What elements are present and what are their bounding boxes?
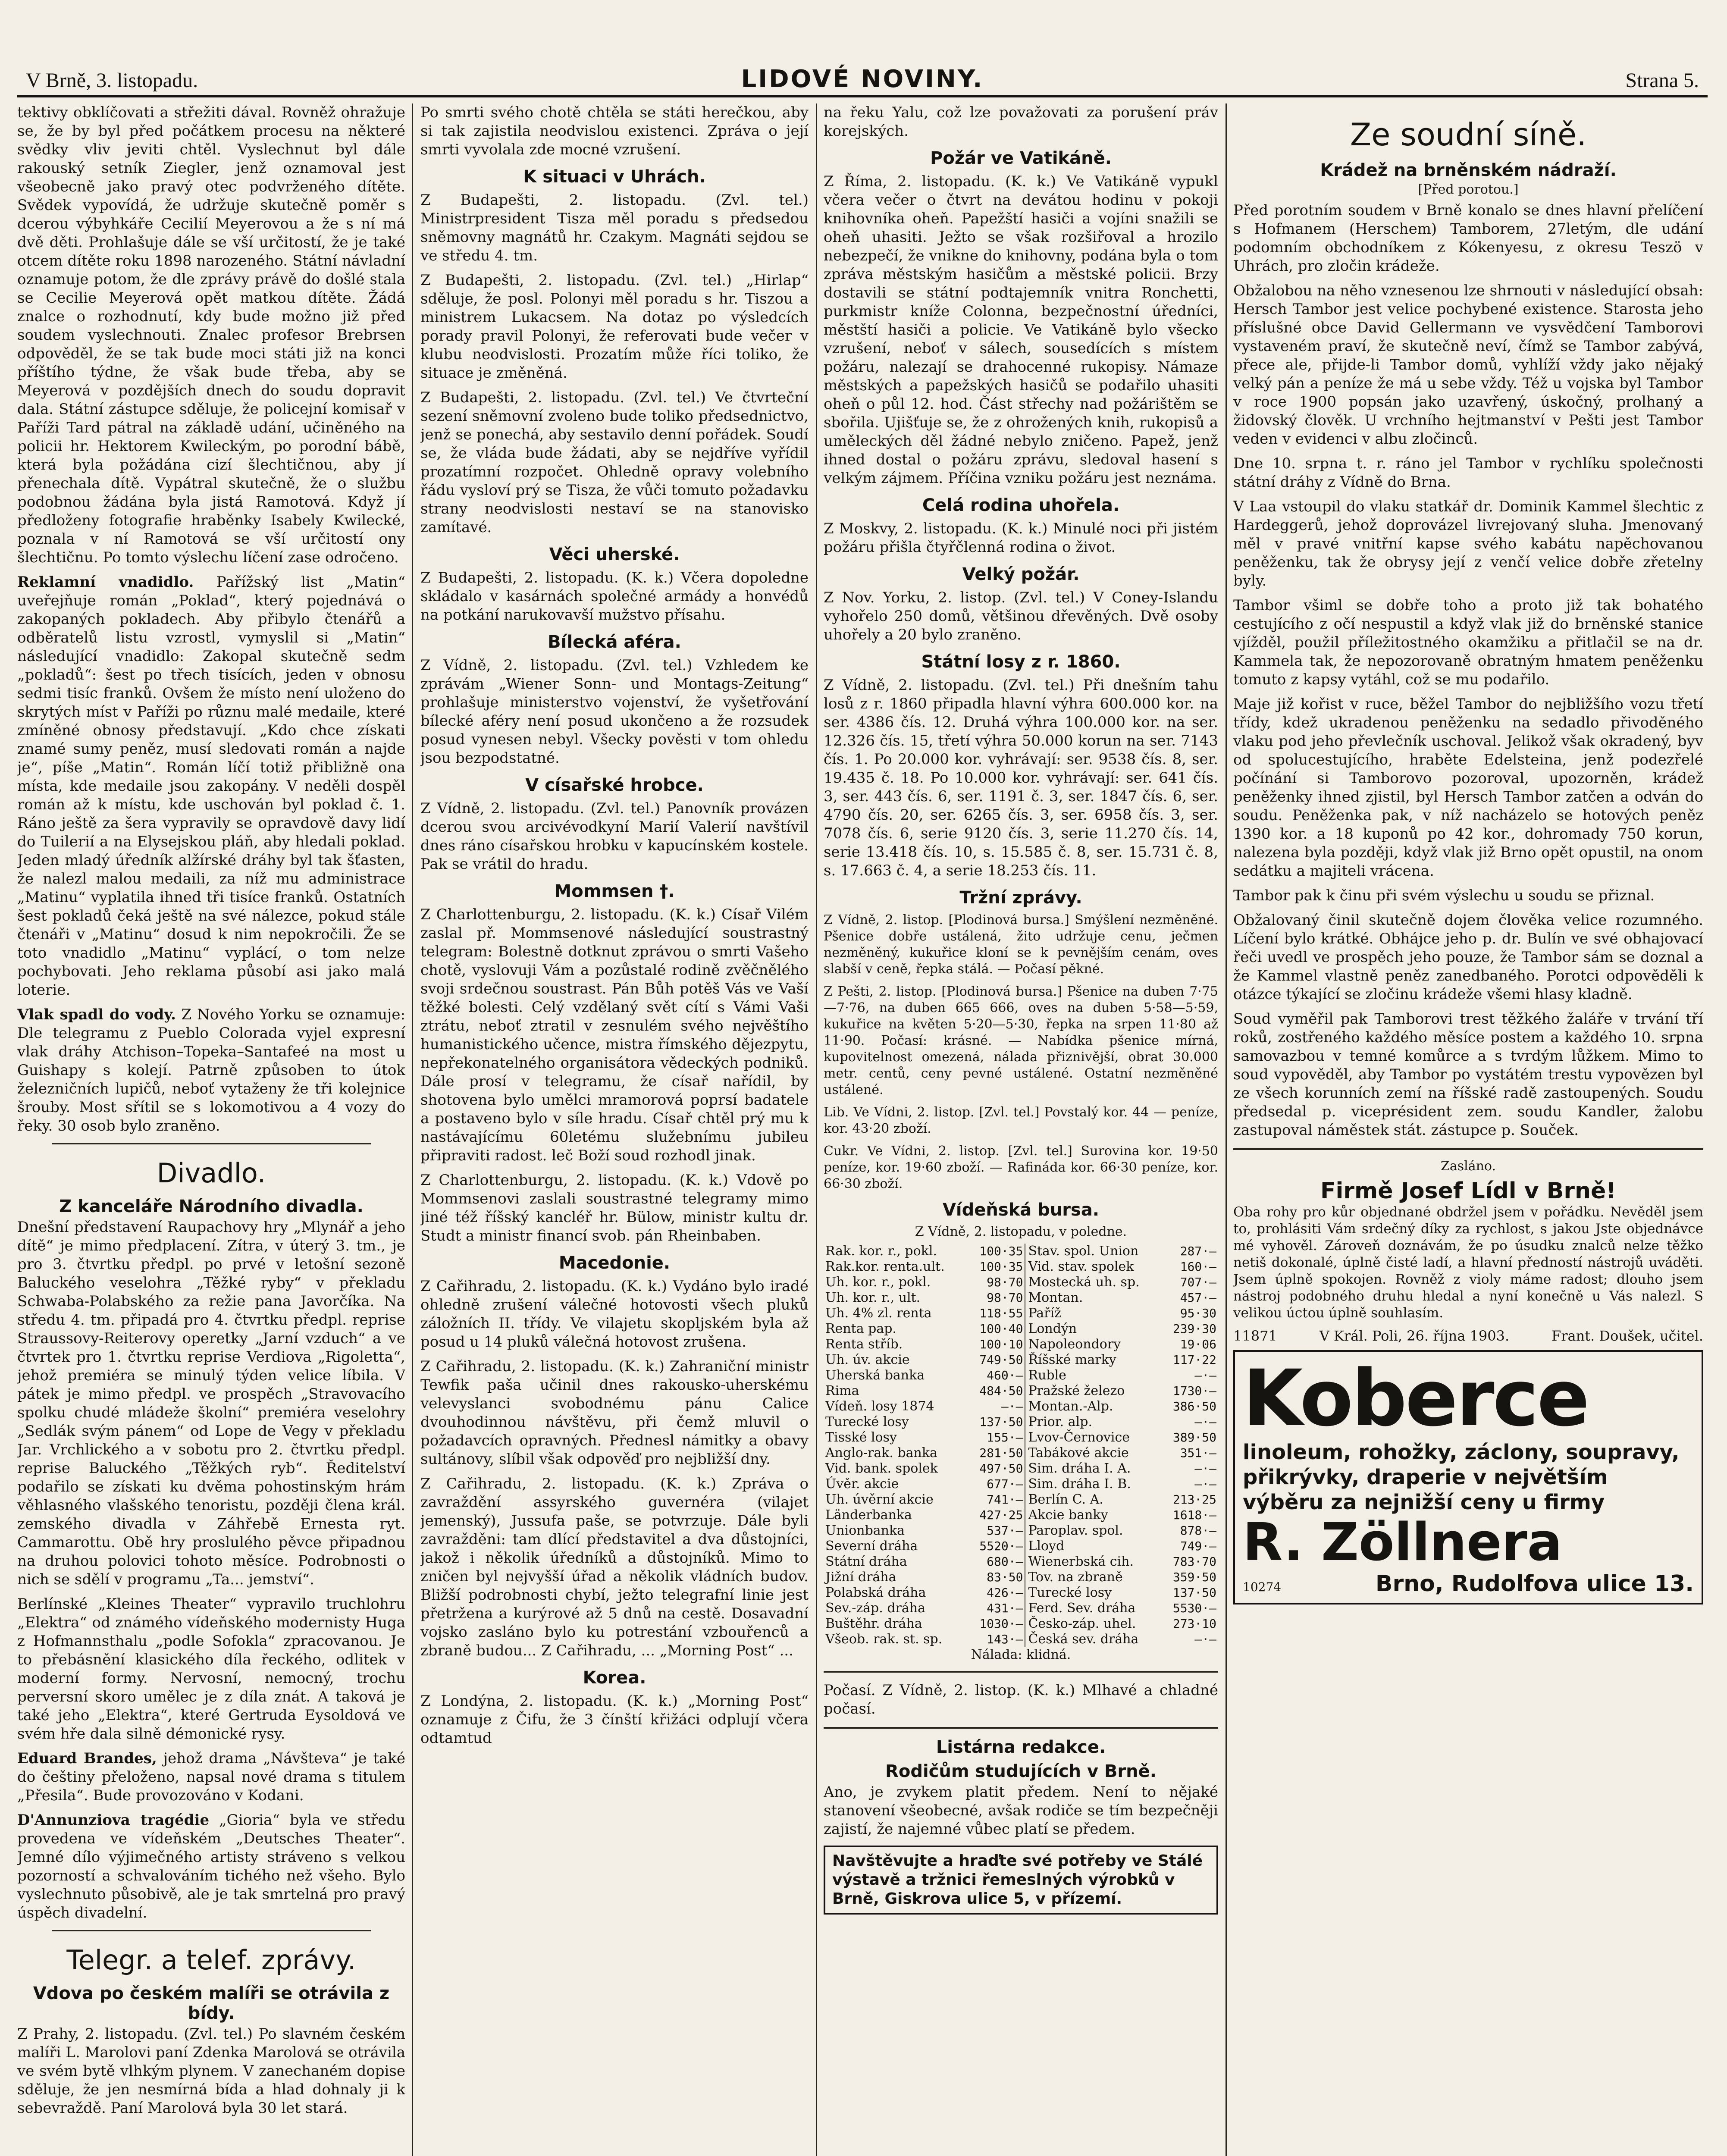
stock-value: 460·— <box>987 1368 1023 1382</box>
article-text: Z Říma, 2. listopadu. (K. k.) Ve Vatikáně vypukl včera večer o čtvrt na devátou hodinu v pokoji knihovníka oheň. Papežští hasiči a vojíni snažili se oheň uhasiti. Ježto se však rozšiřoval a hrozilo nebezpečí, že vnikne do knihovny, podána byla o tom zpráva městským hasičům a městské policii. Brzy dostavili se státní podtajemník vnitra Ronchetti, purkmistr kníže Colonna, bezpečnostní úředníci, městští hasiči a policie. Ve Vatikáně bylo všecko vzrušení, neboť v sálech, sousedících s místem požáru, nalezají se drahocenné rukopisy. Námaze městských a papežských hasičů se podařilo uhasiti oheň o půl 12. hod. Část střechy nad požárištěm se sbořila. Ujišťuje se, že z ohrožených knih, rukopisů a uměleckých děl žádné nebylo zničeno. Papež, jenž ihned dostal o požáru zprávu, sledoval hasení s velkým zájmem. Příčina vzniku požáru jest neznáma. <box>824 173 1218 487</box>
stock-name: Sev.-záp. dráha <box>825 1601 925 1616</box>
ad-text: linoleum, rohožky, záclony, soupravy, přikrývky, draperie v největším výběru za nejnižší ceny u firmy <box>1243 1440 1680 1514</box>
column-4 <box>1233 103 1703 2156</box>
stock-value: 95·30 <box>1180 1306 1216 1320</box>
stock-name: Česko-záp. uhel. <box>1028 1616 1136 1631</box>
stock-name: Paroplav. spol. <box>1028 1523 1123 1538</box>
stock-name: Sim. dráha I. A. <box>1028 1461 1131 1476</box>
article-text: Berlínské „Kleines Theater“ vypravilo truchlohru „Elektra“ od známého vídeňského modernisty Huga z Hofmannsthalu „podle Sofokla“ zpracovanou. Je to přebásnění klasického díla řeckého, odlitek v moderní formy. Nervosní, nemocný, trochu perversní skoro umělec je z díla znát. A taková je také jeho „Elektra“, které Gertruda Eysoldová ve svém hře dala silně démonické rysy. <box>17 1595 405 1742</box>
stock-value: 537·— <box>987 1523 1023 1538</box>
article-heading: Eduard Brandes, <box>17 1750 157 1767</box>
article-heading: Vdova po českém malíři se otrávila z bídy. <box>33 1984 390 2023</box>
section-title-divadlo: Divadlo. <box>157 1157 266 1189</box>
stock-name: Montan. <box>1028 1290 1083 1305</box>
article-heading: V císařské hrobce. <box>525 775 704 795</box>
place-date: V Brně, 3. listopadu. <box>26 69 198 92</box>
stock-value: 707·— <box>1180 1275 1216 1289</box>
stock-name: Länderbanka <box>825 1507 912 1523</box>
letter-text: Oba rohy pro kůr objednané obdržel jsem v pořádku. Nevěděl jsem to, prohlásiti Vám srdečný díky za rychlost, s jakou Jste objednávce mé vyhověl. Zároveň doznávám, že po úsudku znalců nelze těžko netiš dokonalé, úplně čisté ladí, a hlavní předností nástrojů uváděti. Jsem úplně spokojen. Rovněž z violy máme radost; dlouho jsem nástroj podobného druhu hledal a nyní konečně u Vás nalezl. S velikou úctou úplně souhlasím. <box>1233 1204 1703 1321</box>
article-text: Z Vídně, 2. listop. [Plodinová bursa.] Smýšlení nezměněné. Pšenice dobře ustálená, žito udržuje cenu, ječmen nezměněný, kukuřice kloní se k pevnějším cenám, oves slabší v ceně, řepka stálá. — Počasí pěkné. <box>824 912 1218 977</box>
stock-name: Uh. kor. r., pokl. <box>825 1275 931 1290</box>
stock-name: Stav. spol. Union <box>1028 1244 1139 1259</box>
article-heading: Vídeňská bursa. <box>942 1200 1100 1220</box>
stock-name: Napoleondory <box>1028 1337 1121 1352</box>
stock-value: 98·70 <box>987 1291 1023 1305</box>
stock-name: Berlín C. A. <box>1028 1492 1103 1507</box>
article-heading: Bílecká aféra. <box>548 632 681 652</box>
stock-row <box>824 1554 1218 1570</box>
article-text: V Laa vstoupil do vlaku statkář dr. Dominik Kammel šlechtic z Hardeggerů, jehož doprovázel livrejovaný sluha. Jmenovaný měl v pravé vnitřní kapse svého kabátu napěchovanou peněženku, tak že obrysy její z venčí velice dobře zřetelny byly. <box>1233 498 1703 589</box>
stock-name: Polabská dráha <box>825 1585 926 1600</box>
stock-name: Londýn <box>1028 1321 1077 1336</box>
letter-number: 11871 <box>1233 1328 1277 1344</box>
stock-value: 137·50 <box>1172 1586 1216 1600</box>
stock-row <box>824 1476 1218 1492</box>
stock-name: Mostecká uh. sp. <box>1028 1275 1140 1290</box>
letter-author: Frant. Doušek, učitel. <box>1551 1328 1703 1344</box>
zaslano-label: Zasláno. <box>1441 1159 1496 1174</box>
stock-value: 143·— <box>987 1632 1023 1646</box>
stock-value: 457·— <box>1180 1291 1216 1305</box>
stock-name: Buštěhr. dráha <box>825 1616 922 1631</box>
article-text: na řeku Yalu, což lze považovati za porušení práv korejských. <box>824 104 1218 140</box>
stock-value: 273·10 <box>1172 1617 1216 1631</box>
exhibition-advertisement: Navštěvujte a hraďte své potřeby ve Stálé výstavě a tržnici řemeslných výrobků v Brně, Giskrova ulice 5, v přízemí. <box>824 1846 1218 1915</box>
divider <box>1233 1148 1703 1150</box>
article-text: Z Pešti, 2. listop. [Plodinová bursa.] Pšenice na duben 7·75—7·76, na duben 665 666, oves na duben 5·58—5·59, kukuřice na květen 5·20—5·30, řepka na srpen 11·80 až 11·90. Počasí: krásné. — Nabídka pšenice mírná, kupovitelnost omezená, nálada přiznivější, obrat 30.000 metr. centů, ceny pevné ustálené. Ostatní nezměněné ustálené. <box>824 984 1218 1097</box>
stock-value: 783·70 <box>1172 1554 1216 1569</box>
article-text: Z Budapešti, 2. listopadu. (Zvl. tel.) Ministrpresident Tisza měl poradu s předsedou sněmovny magnátů hr. Czakym. Magnáti sejdou se ve středu 4. tm. <box>420 191 809 264</box>
article-text: Z Moskvy, 2. listopadu. (K. k.) Minulé noci při jistém požáru přišla čtyřčlenná rodina o život. <box>824 520 1218 556</box>
stock-name: Tov. na zbraně <box>1028 1570 1123 1585</box>
stock-value: 1618·— <box>1172 1508 1216 1522</box>
stock-row <box>824 1306 1218 1321</box>
stock-row <box>824 1507 1218 1523</box>
stock-row <box>824 1275 1218 1290</box>
letter-heading: Firmě Josef Lídl v Brně! <box>1320 1178 1616 1204</box>
ad-number: 10274 <box>1243 1580 1282 1594</box>
stock-row <box>824 1368 1218 1383</box>
article-heading: Tržní zprávy. <box>959 888 1082 908</box>
article-heading: Státní losy z r. 1860. <box>921 652 1121 672</box>
column-rule <box>816 103 817 2156</box>
stock-value: 100·10 <box>979 1337 1023 1351</box>
column-rule <box>1226 103 1227 2156</box>
stock-name: Unionbanka <box>825 1523 905 1538</box>
article-text: Z Nov. Yorku, 2. listop. (Zvl. tel.) V Coney-Islandu vyhořelo 250 domů, většinou dřevěných. Dvě osoby uhořely a 20 bylo zraněno. <box>824 589 1218 643</box>
stock-name: Renta pap. <box>825 1321 896 1336</box>
masthead <box>17 65 1708 97</box>
bursa-subheading: Z Vídně, 2. listopadu, v poledne. <box>915 1224 1127 1239</box>
stock-row <box>824 1321 1218 1337</box>
stock-value: 389·50 <box>1172 1430 1216 1445</box>
stock-table <box>824 1244 1218 1647</box>
article-heading: Mommsen †. <box>554 881 675 901</box>
article-text: Eduard Brandes, jehož drama „Návšteva“ je také do češtiny přeloženo, napsal nové drama s titulem „Přesila“. Bude provozováno v Kodani. <box>17 1750 405 1804</box>
stock-value: 677·— <box>987 1477 1023 1491</box>
article-text: Z Cařihradu, 2. listopadu. (K. k.) Zahraniční ministr Tewfik paša učinil dnes rakousko-uherskému velevyslanci svobodnému pánu Calice dvouhodinnou návštěvu, při čemž mluvil o požadavcích opravných. Přednesl námitky a obavy sultánovy, slíbil však odpověď pro nejbližší dny. <box>420 1358 809 1468</box>
stock-value: 680·— <box>987 1554 1023 1569</box>
article-subheading: [Před porotou.] <box>1418 182 1519 197</box>
article-text: Tambor pak k činu při svém výslechu u soudu se přiznal. <box>1233 887 1655 904</box>
stock-value: 100·40 <box>979 1322 1023 1336</box>
article-text: Po smrti svého chotě chtěla se státi herečkou, aby si tak zajistila neodvislou existenci. Zpráva o její smrti vyvolala zde mocné vzrušení. <box>420 104 809 158</box>
stock-value: 749·— <box>1180 1539 1216 1553</box>
stock-name: Turecké losy <box>825 1414 909 1429</box>
article-text: Před porotním soudem v Brně konalo se dnes hlavní přelíčení s Hofmanem (Herschem) Tamborem, 27letým, dle udání podomním obchodníkem z Kókenyesu, z okresu Teszö v Uhrách, pro zločin krádeže. <box>1233 202 1703 275</box>
article-heading: Reklamní vnadidlo. <box>17 573 194 591</box>
stock-name: Říšské marky <box>1028 1352 1116 1367</box>
stock-value: —·— <box>1194 1461 1216 1476</box>
stock-name: Vid. bank. spolek <box>825 1461 938 1476</box>
article-heading: Macedonie. <box>558 1253 671 1273</box>
article-text: Reklamní vnadidlo. Pařížský list „Matin“ uveřejňuje román „Poklad“, který pojednává o zakopaných pokladech. Aby přibylo čtenářů a odběratelů listu vzrostl, vymyslil si „Matin“ následující vnadidlo: Zakopal skutečně sedm „pokladů“: šest po třech tisících, jeden v obnosu sedmi tisíc franků. Ovšem že místo není uloženo do skrytých míst v Paříži po různu malé medaile, které zmíněné obnosy představují. „Kdo chce získati znamé sumy peněz, musí sledovati román a najde je“, píše „Matin“. Román líčí totiž přibližně ona místa, kde medaile jsou zakopány. V neděli dospěl román až k místu, kde uschován byl poklad č. 1. Ráno ještě za šera vypravily se opravdově davy lidí do Tuilerií a na Elysejskou pláň, aby hledali poklad. Jeden mladý úředník alžírské dráhy byl tak šťasten, že nalezl malou medaili, za níž mu administrace „Matinu“ vyplatila ihned tři tisíce franků. Ostatních šest pokladů čeká ještě na své nálezce, pokud stále čtenáři v „Matinu“ dosud k nim nepokročili. Že se toto vnadidlo „Matinu“ vyplácí, o tom nelze pochybovati. Jeho reklama působí asi jako malá loterie. <box>17 573 405 999</box>
stock-row <box>824 1539 1218 1554</box>
stock-value: 878·— <box>1180 1523 1216 1538</box>
stock-row <box>824 1290 1218 1306</box>
stock-row <box>824 1430 1218 1445</box>
article-text: Ano, je zvykem platit předem. Není to nějaké stanovení všeobecné, avšak rodiče se tím bezpečněji zajistí, že najemné vůbec platí se předem. <box>824 1783 1218 1838</box>
stock-name: Montan.-Alp. <box>1028 1399 1113 1414</box>
divider <box>52 1143 371 1144</box>
stock-value: 155·— <box>987 1430 1023 1445</box>
stock-name: Pražské železo <box>1028 1383 1125 1398</box>
stock-name: Státní dráha <box>825 1554 907 1569</box>
column-rule <box>412 103 413 2156</box>
article-text: Dnešní představení Raupachovy hry „Mlynář a jeho dítě“ je mimo předplacení. Zítra, v úterý 3. tm., je pro 3. čtvrtku předpl. po prvé v letošní sezoně Baluckého veselohra „Těžké ryby“ v překladu Schwaba-Polabského za režie pana Javorčíka. Na středu 4. tm. připadá pro 4. čtvrtku předpl. reprise Straussovy-Reiterovy operetky „Jarní vzduch“ a ve čtvrtek pro 1. čtvrtku reprise Verdiova „Rigoletta“, jehož premiéra se minulý týden velice líbila. V pátek je mimo předpl. ve prospěch „Stravovacího spolku chudé mládeže školní“ premiéra veselohry „Sedlák svým pánem“ od Lope de Vegy v překladu Jar. Vrchlického a v sobotu pro 2. čtvrtku předpl. reprise Baluckého „Těžkých ryb“. Ředitelství podařilo se získati ku dvěma pohostinským hrám věhlasného vlašského tenoristu, později člena král. zemského divadla v Záhřebě Ernesta ryt. Cammarottu. Obě hry proslulého pěvce připadnou na druhou polovici tohoto měsíce. Podrobnosti o nich se sdělí v programu „Ta... jemství“. <box>17 1219 405 1588</box>
stock-value: 741·— <box>987 1492 1023 1507</box>
article-heading: Věci uherské. <box>549 545 680 564</box>
stock-row <box>824 1523 1218 1539</box>
stock-value: 497·50 <box>979 1461 1023 1476</box>
stock-value: —·— <box>1194 1415 1216 1429</box>
stock-value: 100·35 <box>979 1260 1023 1274</box>
stock-row <box>824 1632 1218 1647</box>
section-title-telegrams: Telegr. a telef. zprávy. <box>66 1944 356 1976</box>
column-2 <box>420 103 809 2156</box>
article-heading: Listárna redakce. <box>936 1737 1106 1757</box>
stock-value: —·— <box>1194 1368 1216 1382</box>
letter-place-date: V Král. Poli, 26. října 1903. <box>1319 1328 1510 1344</box>
article-text: Z Budapešti, 2. listopadu. (Zvl. tel.) Ve čtvrteční sezení sněmovní zvoleno bude toliko předsednictvo, jenž se ponechá, aby sestavilo denní pořádek. Soudí se, že vláda bude žádati, aby se nejdříve vyřídil prozatímní rozpočet. Ohledně opravy volebního řádu vysloví prý se Tisza, že vůči tomuto požadavku strany neodvislosti nestaví se na stanovisko zamítavé. <box>420 389 809 536</box>
stock-name: Paříž <box>1028 1306 1061 1321</box>
stock-value: 160·— <box>1180 1260 1216 1274</box>
column-1 <box>17 103 405 2156</box>
article-text: Z Vídně, 2. listopadu. (Zvl. tel.) Panovník provázen dcerou svou arcivévodkyní Marií Valerií navštívil dnes ráno císařskou hrobku v kapucínském kostele. Pak se vrátil do hradu. <box>420 800 809 873</box>
stock-value: 1730·— <box>1172 1384 1216 1398</box>
stock-value: 351·— <box>1180 1446 1216 1460</box>
stock-value: 117·22 <box>1172 1353 1216 1367</box>
stock-name: Akcie banky <box>1028 1507 1108 1523</box>
stock-name: Rima <box>825 1383 859 1398</box>
stock-name: Rak. kor. r., pokl. <box>825 1244 937 1259</box>
letter-signature <box>1233 1328 1703 1344</box>
article-text: Obžalobou na něho vznesenou lze shrnouti v následující obsah: Hersch Tambor jest velice pochybené existence. Starosta jeho příslušné obce David Gellermann ve vysvědčení Tamborovi vystaveném praví, že skutečně neví, čímž se Tambor zabývá, přece ale, přijde-li Tambor domů, vyhlíží vždy jako nějaký velký pán a peníze že má u sebe vždy. Též u vojska byl Tambor v roce 1900 popsán jako uzavřený, úskočný, prolhaný a židovský člověk. U vrchního hejtmanství v Pešti jest Tambor veden v evidenci v albu zločinců. <box>1233 282 1703 448</box>
article-text: Z Cařihradu, 2. listopadu. (K. k.) Zpráva o zavraždění assyrského guvernéra (vilajet jemenský), Jussufa paše, se potvrzuje. Dále byli zavražděni: tam dlící představitel a dva důstojníci, jakož i několik úředníků a důstojníků. Mimo to zničen byl nejvyšší úřad a několik vládních budov. Bližší podrobnosti chybí, ježto telegrafní linie jest přetržena a kurýrové až 5 dnů na cestě. Dosavadní vojsko zasláno bylo ku potrestání vzbouřenců a zbraně budou... Z Cařihradu, ... „Morning Post“ ... <box>420 1475 809 1659</box>
stock-name: Vid. stav. spolek <box>1028 1259 1134 1274</box>
stock-name: Úvěr. akcie <box>825 1476 899 1492</box>
stock-name: Sim. dráha I. B. <box>1028 1476 1131 1492</box>
article-text: Obžalovaný činil skutečně dojem člověka velice rozumného. Líčení bylo krátké. Obhájce jeho p. dr. Bulín ve své obhajovací řeči uvedl ve prospěch jeho pouze, že Tambor sám se doznal a že Kammel vlastně peněz zanedbaného. Porotci odpověděli k otázce týkající se zločinu krádeže všemi hlasy kladně. <box>1233 912 1703 1003</box>
ad-logo: Koberce <box>1243 1354 1588 1444</box>
article-text: Z Vídně, 2. listopadu. (Zvl. tel.) Vzhledem ke zprávám „Wiener Sonn- und Montags-Zeitung“ prohlašuje ministerstvo vojenství, že vyšetřování bílecké aféry není posud ukončeno a že rozsudek posud vynesen nebyl. Všecky pověsti v tom ohledu jsou bezpodstatné. <box>420 657 809 767</box>
stock-name: Lloyd <box>1028 1539 1065 1554</box>
stock-value: 287·— <box>1180 1244 1216 1258</box>
article-text: Cukr. Ve Vídni, 2. listop. [Zvl. tel.] Surovina kor. 19·50 peníze, kor. 19·60 zboží. — Rafináda kor. 66·30 peníze, kor. 66·30 zboží. <box>824 1144 1218 1191</box>
stock-value: 484·50 <box>979 1384 1023 1398</box>
stock-name: Tisské losy <box>825 1430 897 1445</box>
article-text: Z Londýna, 2. listopadu. (K. k.) „Morning Post“ oznamuje z Čifu, že 3 čínští křižáci odplují včera odtamtud <box>420 1692 809 1747</box>
stock-row <box>824 1337 1218 1352</box>
stock-value: 239·30 <box>1172 1322 1216 1336</box>
stock-row <box>824 1244 1218 1259</box>
article-text: Z Prahy, 2. listopadu. (Zvl. tel.) Po slavném českém malíři L. Marolovi paní Zdenka Marolová se otrávila ve svém bytě vlhkým plynem. V zanechaném dopise sděluje, že jen nesmírná bída a hlad dohnaly ji k sebevraždě. Paní Marolová byla 30 let stará. <box>17 2025 405 2117</box>
stock-row <box>824 1399 1218 1414</box>
stock-value: 1030·— <box>979 1617 1023 1631</box>
stock-value: 19·06 <box>1180 1337 1216 1351</box>
page-number: Strana 5. <box>1625 69 1699 92</box>
article-heading: Krádež na brněnském nádraží. <box>1320 160 1617 180</box>
article-text: Soud vyměřil pak Tamborovi trest těžkého žaláře v trvání tří roků, zostřeného každého měsíce postem a každého 10. srpna samovazbou v temné komůrce a s tvrdým lůžkem. Mimo to soud vypověděl, aby Tambor po vystátém trestu vypovězen byl ze všech korunních zemí na říšské radě zastoupených. Soudu předsedal p. viceprésident zem. soudu Kandler, žalobu zastupoval náměstek stát. zástupce p. Souček. <box>1233 1010 1703 1139</box>
stock-name: Severní dráha <box>825 1539 918 1554</box>
stock-value: —·— <box>1194 1632 1216 1646</box>
stock-name: Česká sev. dráha <box>1028 1632 1139 1647</box>
stock-name: Uh. 4% zl. renta <box>825 1306 932 1321</box>
stock-value: 5530·— <box>1172 1601 1216 1615</box>
stock-row <box>824 1414 1218 1430</box>
bursa-mood: Nálada: klidná. <box>971 1647 1071 1662</box>
stock-row <box>824 1383 1218 1399</box>
stock-value: 431·— <box>987 1601 1023 1615</box>
divider <box>52 1930 371 1931</box>
article-text: Tambor všiml se dobře toho a proto již tak bohatého cestujícího z očí nespustil a když vlak již do brněnské stanice vjížděl, použil příležitostného okamžiku a přitlačil se na dr. Kammela tak, že nepozorovaně obratným hmatem peněženku tomuto z kapsy vytáhl, což se mu podařilo. <box>1233 597 1703 688</box>
article-text: D'Annunziova tragédie „Gioria“ byla ve středu provedena ve vídeňském „Deutsches Theater“. Jemné dílo výjimečného artisty stráveno s velkou pozorností a schvalováním tichého než všeho. Bylo vyslechnuto působivě, ale je tak smrtelná pro pravý úspěch divadelní. <box>17 1811 405 1921</box>
stock-name: Renta stříb. <box>825 1337 903 1352</box>
divider <box>824 1671 1218 1673</box>
article-text: Z Budapešti, 2. listopadu. (K. k.) Včera dopoledne skládalo v kasárnách společné armády a honvédů na potkání narukovavší mužstvo přísahu. <box>420 569 809 624</box>
article-heading: Z kanceláře Národního divadla. <box>59 1197 364 1216</box>
article-text: Z Budapešti, 2. listopadu. (Zvl. tel.) „Hirlap“ sděluje, že posl. Polonyi měl poradu s hr. Tiszou a ministrem Lukacsem. Na dotaz po výsledcích porady pravil Polonyi, že referovati bude večer v klubu neodvislosti. Prozatím může říci toliko, že situace je změněná. <box>420 272 809 382</box>
column-3 <box>824 103 1218 2156</box>
stock-name: Rak.kor. renta.ult. <box>825 1259 945 1274</box>
stock-row <box>824 1259 1218 1275</box>
article-heading: Vlak spadl do vody. <box>17 1006 176 1023</box>
stock-value: 281·50 <box>979 1446 1023 1460</box>
article-text: tektivy obklíčovati a střežiti dával. Rovněž ohražuje se, že by byl před počátkem procesu na některé svědky vliv jeviti chtěl. Vyslechnut byl dále rakouský setník Ziegler, jenž oznamoval jest všeobecně jako pravý otec podvrženého dítěte. Svědek vypovídá, že udržuje skutečně poměr s dcerou výbyhkáře Cecilií Meyerovou a že s ní má dvě děti. Prohlašuje dále se vší určitostí, že je také otcem dítěte roku 1898 narozeného. Státní návladní oznamuje potom, že dle zprávy právě do došlé stala se Cecilie Meyerová opět matkou dítěte. Žádá znalce o rozhodnutí, kdy bude možno již před soudem vyslechnouti. Znalec profesor Brebrsen odpověděl, že se tak bude moci státi již na konci příštího týdne, že však bude třeba, aby se Meyerová v pozdějších dnech do soudu dopravit dala. Státní zástupce sděluje, že policejní komisař v Paříži Tard pátral na základě udání, učiněného na policii hr. Hektorem Kwileckým, po porodní bábě, která byla požádána cizí šlechtičnou, aby jí přenechala dítě. Vypátral skutečně, že o službu podobnou žádána byla jistá Ramotová. Když jí předloženy fotografie hraběnky Isabely Kwilecké, poznala v ní Ramotová se vší určitostí ony šlechtičnu. Po tomto výslechu líčení zase odročeno. <box>17 104 405 566</box>
stock-value: 5520·— <box>979 1539 1023 1553</box>
article-heading: Korea. <box>583 1668 646 1688</box>
stock-name: Uh. úv. akcie <box>825 1352 910 1367</box>
stock-name: Všeob. rak. st. sp. <box>825 1632 943 1647</box>
article-heading: K situaci v Uhrách. <box>523 167 706 187</box>
article-text: Lib. Ve Vídni, 2. listop. [Zvl. tel.] Povstalý kor. 44 — peníze, kor. 43·20 zboží. <box>824 1105 1218 1136</box>
article-text: Vlak spadl do vody. Z Nového Yorku se oznamuje: Dle telegramu z Pueblo Colorada vyjel expresní vlak dráhy Atchison–Topeka–Santafeé na most u Guishapy s kolejí. Patrně způsoben to útok železničních lupičů, neboť vytaženy že tři kolejnice šrouby. Most sřítil se s lokomotivou a 4 vozy do řeky. 30 osob bylo zraněno. <box>17 1006 405 1134</box>
stock-row <box>824 1601 1218 1616</box>
stock-name: Jižní dráha <box>825 1570 896 1585</box>
stock-name: Wienerbská cih. <box>1028 1554 1134 1569</box>
stock-value: 137·50 <box>979 1415 1023 1429</box>
stock-value: 118·55 <box>979 1306 1023 1320</box>
stock-row <box>824 1492 1218 1507</box>
carpet-advertisement <box>1233 1350 1703 1604</box>
article-text: Maje již kořist v ruce, běžel Tambor do nejbližšího vozu třetí třídy, kdež ukradenou peněženku na sedadlo přivoděného vlaku pod jeho převlečník uschoval. Jelikož však okradený, byv od spolucestujícího, hraběte Edelsteina, jenž podezřelé počínání si Tamborovo pozoroval, upozorněn, krádež peněženky ihned zjistil, byl Hersch Tambor zatčen a odván do soudu. Peněženka pak, v níž nacházelo se hotových peněz 1390 kor. a 18 kuponů po 42 kor., dohromady 750 korun, nalezena byla později, když vlak již Brno opět opustil, na onom sedátku a majiteli vrácena. <box>1233 696 1703 880</box>
stock-value: 427·25 <box>979 1508 1023 1522</box>
stock-value: 749·50 <box>979 1353 1023 1367</box>
stock-value: 213·25 <box>1172 1492 1216 1507</box>
stock-row <box>824 1585 1218 1601</box>
stock-value: 98·70 <box>987 1275 1023 1289</box>
article-text: Z Charlottenburgu, 2. listopadu. (K. k.) Císař Vilém zaslal př. Mommsenové následující soustrastný telegram: Bolestně dotknut zprávou o smrti Vašeho chotě, vyslovuji Vám a pozůstalé rodině zvěčnělého svoji srdečnou soustrast. Pán Bůh potěš Vás ve Vaší těžké bolesti. Celý vzdělaný svět cítí s Vámi Vaši ztrátu, neboť ztratil v zesnulém svého nejvěštího humanistického učence, mistra římského dějezpytu, nepřekonatelného organisátora vědeckých podniků. Dále prosí v telegramu, že císař nařídil, by shotovena bylo umělci mramorová poprsí badatele a postaveno bylo v síle hradu. Císař chtěl prý mu k nastávajícímu 60letému služebnímu jubileu připraviti radost. leč Boží soud rozhodl jinak. <box>420 906 809 1164</box>
article-text: Z Charlottenburgu, 2. listopadu. (K. k.) Vdově po Mommsenovi zaslali soustrastné telegramy mimo jiné též říšský kancléř hr. Bülow, ministr kultu dr. Studt a ministr financí svob. pán Rheinbaben. <box>420 1172 809 1244</box>
article-text: Dne 10. srpna t. r. ráno jel Tambor v rychlíku společnosti státní dráhy z Vídně do Brna. <box>1233 455 1703 491</box>
stock-value: 83·50 <box>987 1570 1023 1584</box>
stock-row <box>824 1352 1218 1368</box>
stock-value: 359·50 <box>1172 1570 1216 1584</box>
stock-name: Ferd. Sev. dráha <box>1028 1601 1136 1616</box>
newspaper-title: LIDOVÉ NOVINY. <box>741 65 984 93</box>
stock-row <box>824 1570 1218 1585</box>
stock-name: Prior. alp. <box>1028 1414 1092 1429</box>
divider <box>824 1727 1218 1729</box>
article-heading: Požár ve Vatikáně. <box>930 148 1112 168</box>
article-subheading: Rodičům studujících v Brně. <box>885 1761 1157 1781</box>
stock-row <box>824 1461 1218 1476</box>
article-heading: Celá rodina uhořela. <box>922 495 1120 515</box>
article-text: Z Cařihradu, 2. listopadu. (K. k.) Vydáno bylo iradé ohledně zrušení válečné hotovosti všech pluků záložních II. třídy. Ve vilajetu skopljském byla až posud u 14 pluků válečná hotovost zrušena. <box>420 1278 809 1351</box>
stock-name: Lvov-Černovice <box>1028 1430 1130 1445</box>
stock-name: Uh. úvěrní akcie <box>825 1492 934 1507</box>
article-heading: Velký požár. <box>962 564 1080 584</box>
section-title-court: Ze soudní síně. <box>1350 116 1587 153</box>
stock-value: 386·50 <box>1172 1399 1216 1413</box>
stock-value: 426·— <box>987 1586 1023 1600</box>
stock-name: Uherská banka <box>825 1368 925 1383</box>
ad-firm-name: R. Zöllnera <box>1243 1513 1562 1573</box>
stock-value: 100·35 <box>979 1244 1023 1258</box>
stock-name: Anglo-rak. banka <box>825 1445 937 1460</box>
ad-address: Brno, Rudolfova ulice 13. <box>1375 1571 1694 1597</box>
stock-row <box>824 1616 1218 1632</box>
stock-name: Ruble <box>1028 1368 1066 1383</box>
article-text: Z Vídně, 2. listopadu. (Zvl. tel.) Při dnešním tahu losů z r. 1860 připadla hlavní výhra 600.000 kor. na ser. 4386 čís. 12. Druhá výhra 100.000 kor. na ser. 12.326 čís. 15, třetí výhra 50.000 korun na ser. 7143 čís. 1. Po 20.000 kor. vyhrávají: ser. 9538 čís. 8, ser. 19.435 č. 18. Po 10.000 kor. vyhrávají: ser. 641 čís. 3, ser. 443 čís. 6, ser. 1191 č. 3, ser. 1847 čís. 6, ser. 4790 čís. 20, ser. 6265 čís. 3, ser. 6958 čís. 3, ser. 7078 čís. 6, serie 9120 čís. 3, serie 11.270 čís. 14, serie 13.418 čís. 10, s. 15.585 č. 8, ser. 15.731 č. 8, s. 17.663 č. 4, a serie 18.253 čís. 11. <box>824 677 1218 879</box>
stock-name: Vídeň. losy 1874 <box>825 1399 934 1414</box>
stock-value: —·— <box>1001 1399 1023 1413</box>
stock-name: Turecké losy <box>1028 1585 1112 1600</box>
stock-value: —·— <box>1194 1477 1216 1491</box>
stock-name: Uh. kor. r., ult. <box>825 1290 921 1305</box>
ad-footer <box>1243 1571 1694 1597</box>
article-heading: D'Annunziova tragédie <box>17 1811 210 1829</box>
stock-row <box>824 1445 1218 1461</box>
article-text: Počasí. Z Vídně, 2. listop. (K. k.) Mlhavé a chladné počasí. <box>824 1682 1218 1717</box>
stock-name: Tabákové akcie <box>1028 1445 1129 1460</box>
